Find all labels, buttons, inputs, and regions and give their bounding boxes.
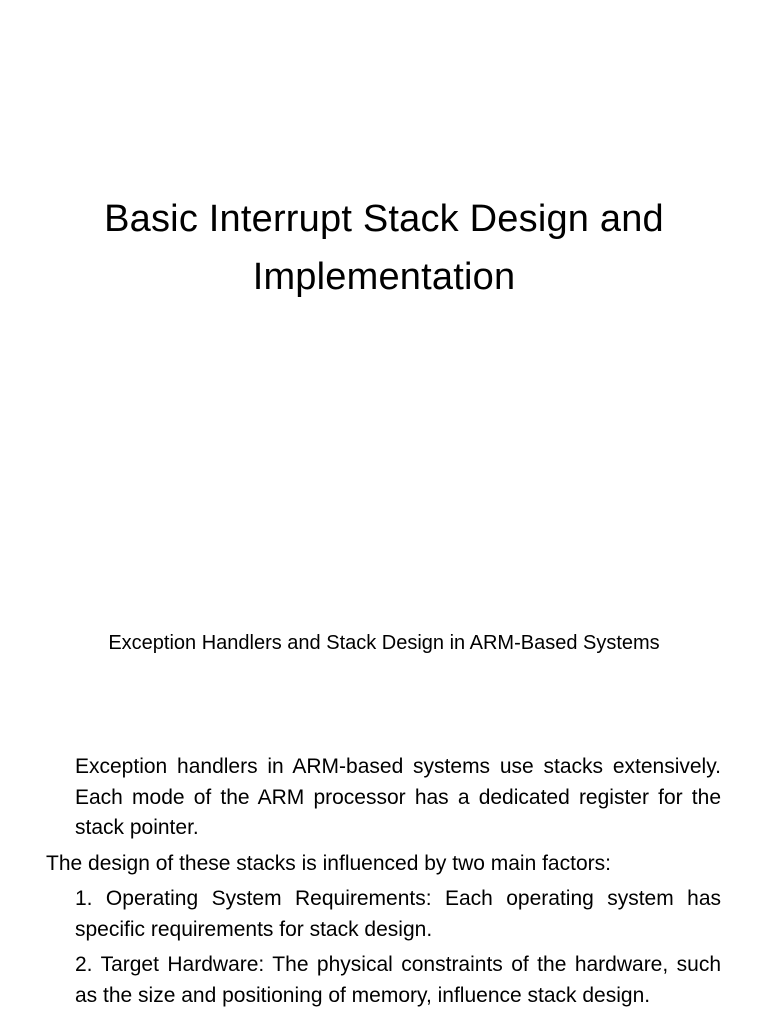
intro-paragraph: Exception handlers in ARM-based systems use stacks extensively. Each mode of the ARM processor has a dedicated register for the stack pointer. <box>75 755 721 839</box>
page-title: Basic Interrupt Stack Design and Implementation <box>104 198 664 298</box>
factor-item-2: 2. Target Hardware: The physical constraints of the hardware, such as the size and positioning of memory, influence stack design. <box>75 953 721 1007</box>
factors-lead: The design of these stacks is influenced by two main factors: <box>46 851 611 875</box>
body-text <box>0 752 768 1011</box>
page-subtitle: Exception Handlers and Stack Design in ARM-Based Systems <box>108 632 660 654</box>
factor-item-1: 1. Operating System Requirements: Each operating system has specific requirements for stack design. <box>75 887 721 941</box>
